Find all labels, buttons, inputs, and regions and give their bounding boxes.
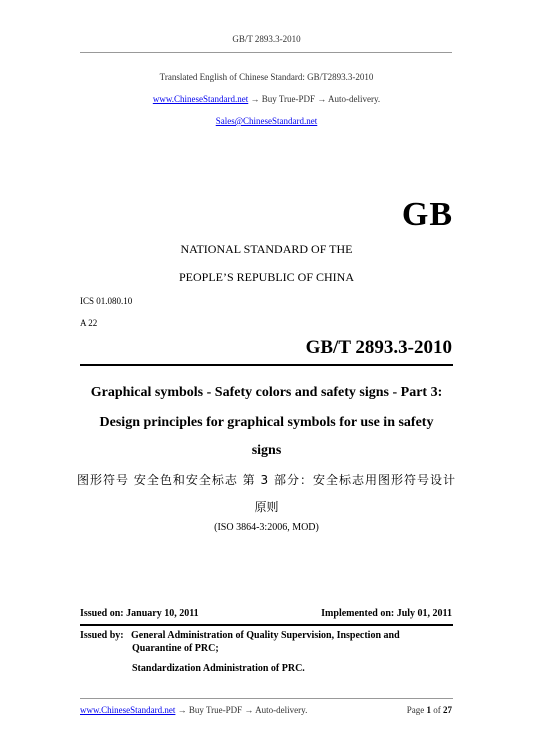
title-en-line-1: Graphical symbols - Safety colors and safety signs - Part 3: [90, 385, 443, 400]
dates-rule [80, 624, 453, 626]
footer-links-text: → Buy True-PDF → Auto-delivery. [177, 705, 308, 715]
page-header-title: GB/T 2893.3-2010 [232, 34, 301, 44]
issued-by-label: Issued by: [80, 630, 124, 641]
footer-links [80, 705, 307, 715]
standard-number-rule [80, 364, 453, 366]
iso-reference: (ISO 3864-3:2006, MOD) [214, 522, 319, 533]
issued-by-line-3: Standardization Administration of PRC. [132, 663, 305, 674]
implemented-on-date: Implemented on: July 01, 2011 [321, 608, 452, 619]
standard-number: GB/T 2893.3-2010 [305, 337, 452, 358]
footer-website-link[interactable]: www.ChineseStandard.net [80, 705, 176, 715]
title-en-line-3: signs [251, 443, 282, 458]
sales-email-link[interactable]: Sales@ChineseStandard.net [215, 116, 318, 126]
translation-note: Translated English of Chinese Standard: GB/T2893.3-2010 [159, 72, 374, 82]
ics-code: ICS 01.080.10 [80, 296, 133, 306]
national-standard-line-2: PEOPLE’S REPUBLIC OF CHINA [178, 270, 355, 284]
issued-on-date: Issued on: January 10, 2011 [80, 608, 199, 619]
header-divider [80, 52, 452, 53]
title-en-line-2: Design principles for graphical symbols for use in safety [99, 415, 434, 430]
website-link[interactable]: www.ChineseStandard.net [152, 94, 249, 104]
page-current: 1 [426, 705, 431, 715]
page-of: of [433, 705, 441, 715]
page-number [407, 705, 452, 715]
gb-logo: GB [401, 196, 453, 233]
purchase-links-text: → Buy True-PDF → Auto-delivery. [250, 94, 381, 104]
title-cn-line-2: 原则 [254, 500, 279, 514]
national-standard-line-1: NATIONAL STANDARD OF THE [180, 242, 353, 256]
purchase-links-line [0, 94, 533, 104]
issued-by-line-2: Quarantine of PRC; [132, 643, 219, 654]
title-cn-line-1: 图形符号 安全色和安全标志 第 3 部分：安全标志用图形符号设计 [77, 473, 456, 487]
classification-code: A 22 [80, 318, 98, 328]
sales-line [0, 116, 533, 126]
page-total: 27 [443, 705, 452, 715]
issued-by-line-1: General Administration of Quality Supervision, Inspection and [131, 630, 400, 641]
footer-divider [80, 698, 453, 699]
page-label: Page [406, 705, 425, 715]
